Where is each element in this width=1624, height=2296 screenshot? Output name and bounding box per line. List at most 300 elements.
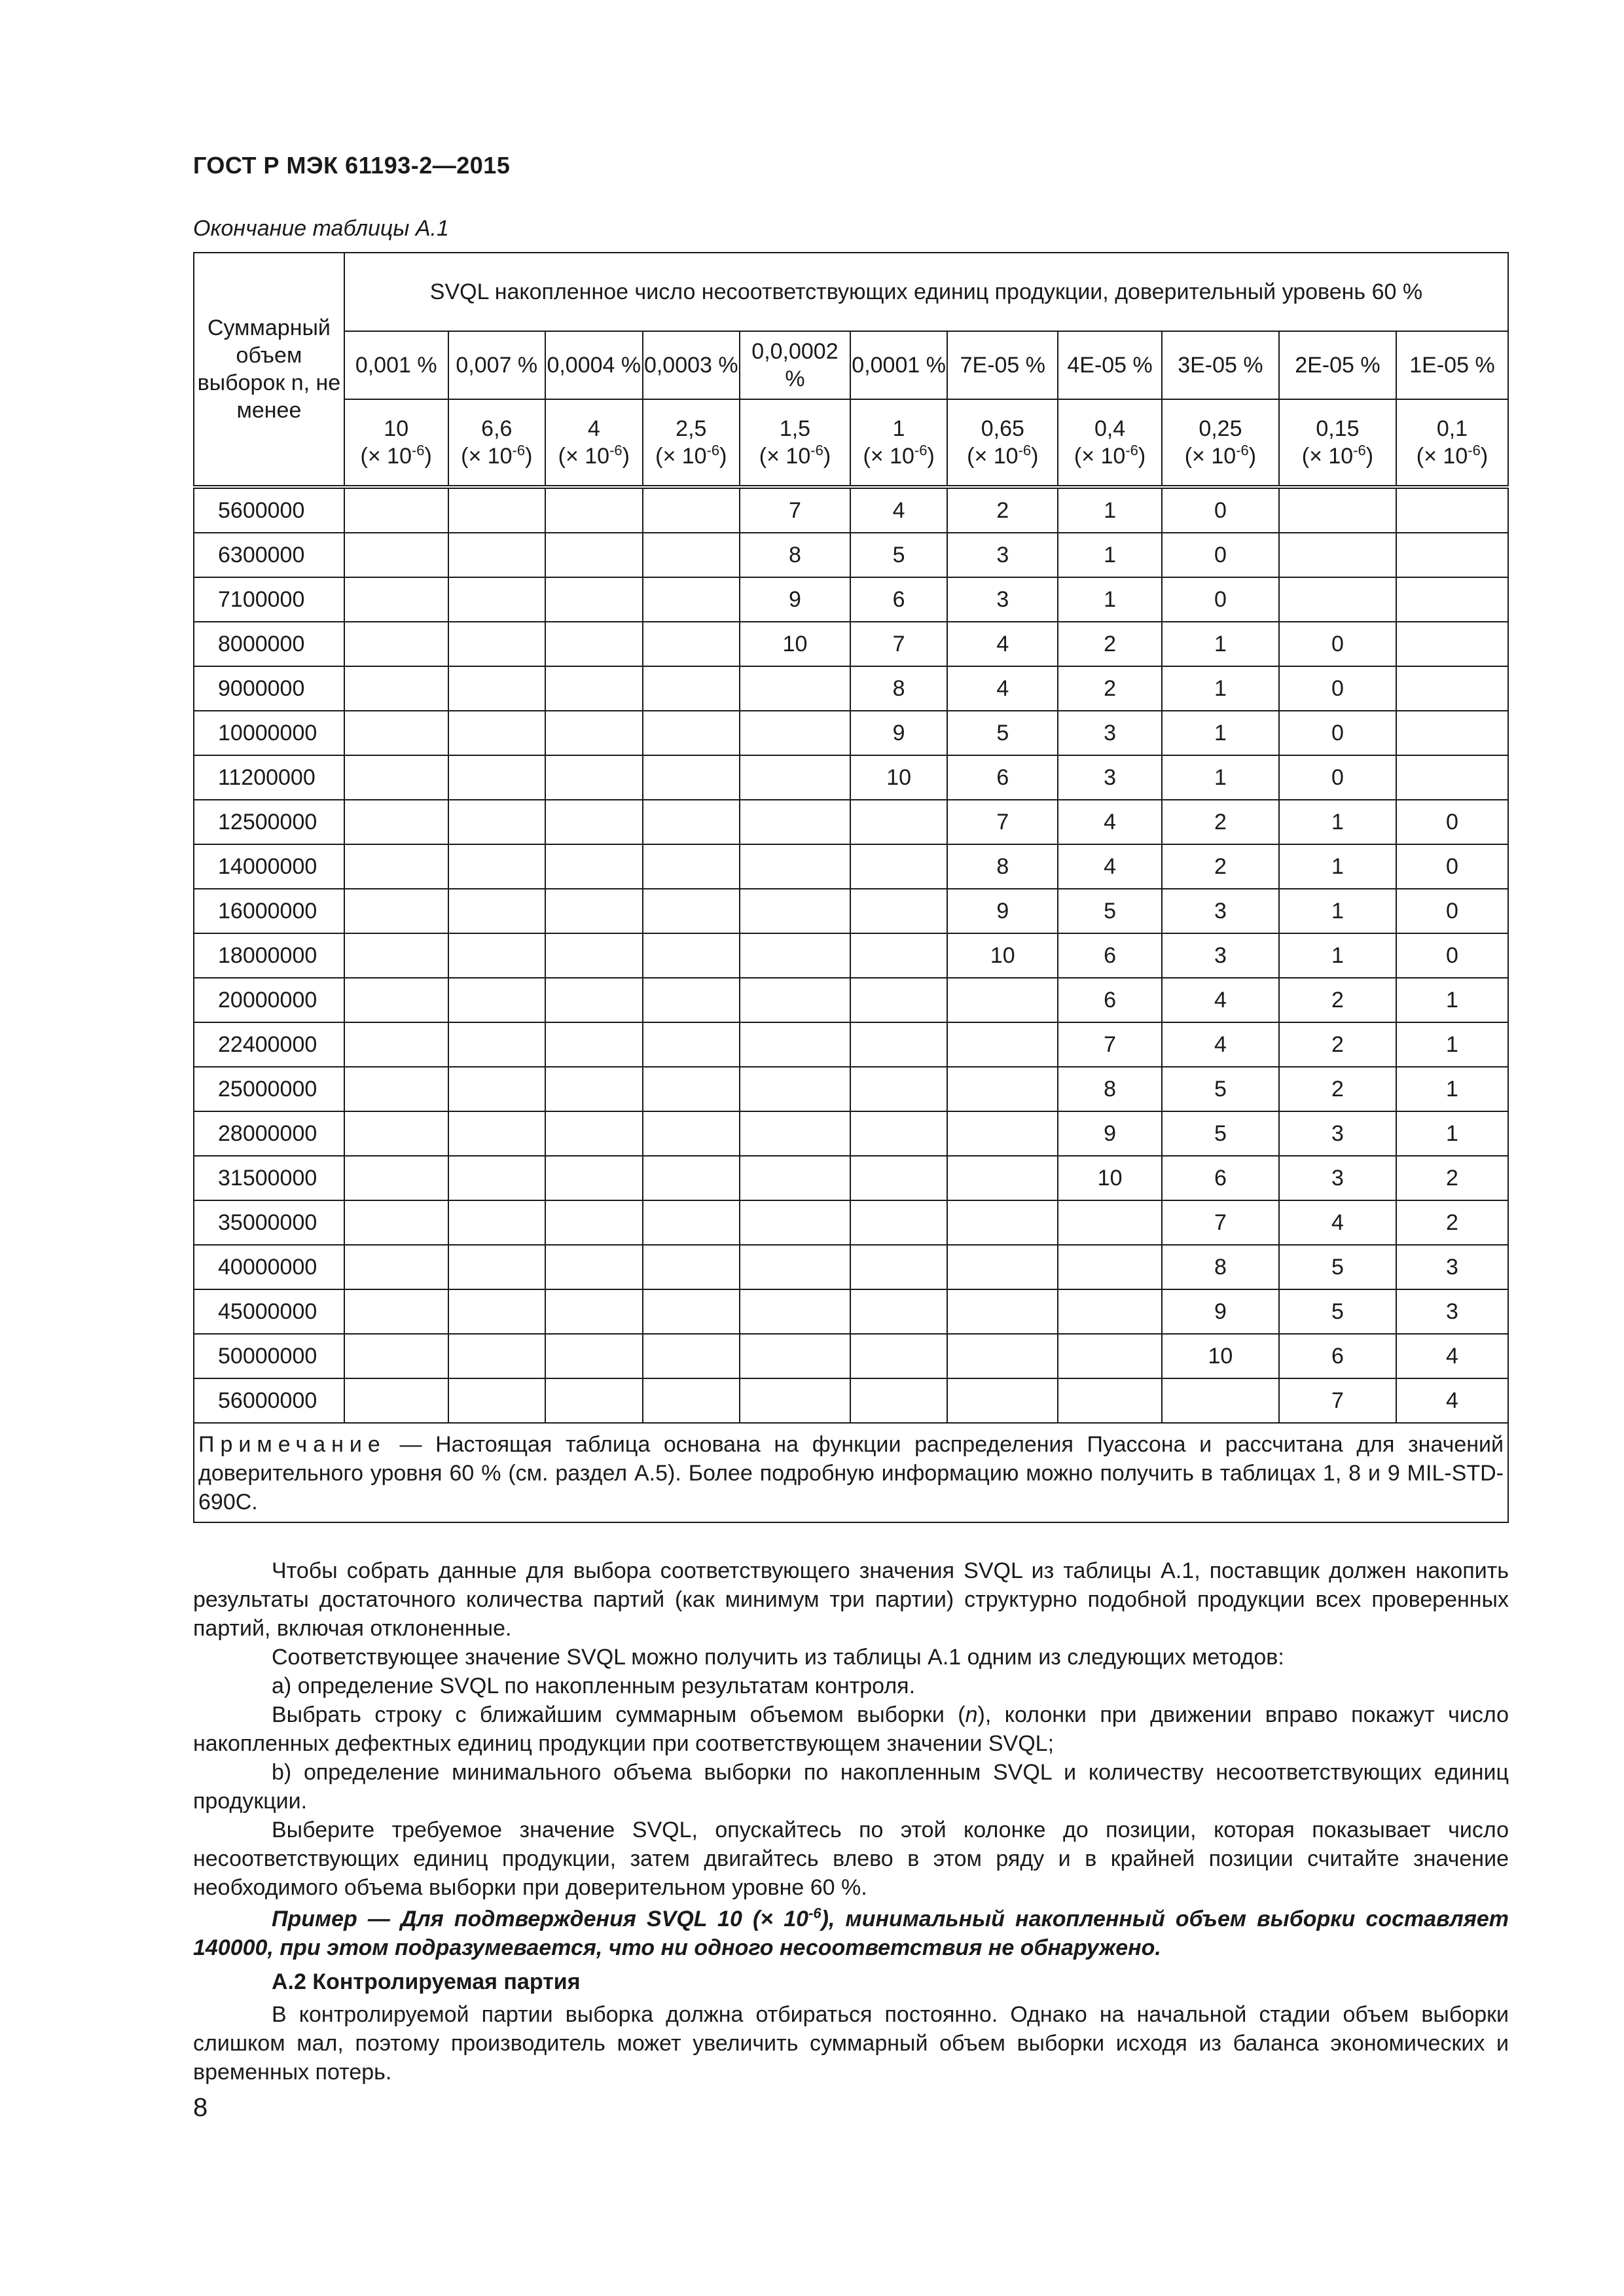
ppm-unit-exponent: -6 bbox=[1468, 442, 1481, 459]
count-cell bbox=[545, 889, 643, 933]
group-header-label: SVQL накопленное число несоответствующих единиц продукции, доверительный уровень 60 % bbox=[429, 279, 1423, 304]
table-row bbox=[194, 933, 1508, 978]
count-cell: 9 bbox=[740, 577, 850, 622]
count-cell bbox=[545, 622, 643, 666]
count-cell bbox=[545, 755, 643, 800]
sample-size-cell: 31500000 bbox=[194, 1156, 344, 1200]
count-cell bbox=[850, 1245, 948, 1289]
count-cell: 1 bbox=[1279, 800, 1396, 844]
count-cell bbox=[448, 1334, 546, 1378]
count-cell: 0 bbox=[1162, 533, 1279, 577]
count-cell bbox=[344, 1156, 448, 1200]
sample-size-cell: 12500000 bbox=[194, 800, 344, 844]
count-cell bbox=[1396, 577, 1508, 622]
count-cell bbox=[740, 1022, 850, 1067]
ppm-value: 0,15 bbox=[1316, 416, 1360, 441]
count-cell bbox=[850, 1378, 948, 1423]
sample-size-cell: 7100000 bbox=[194, 577, 344, 622]
ppm-unit-prefix: (× 10 bbox=[863, 444, 914, 469]
ppm-unit-suffix: ) bbox=[622, 444, 630, 469]
count-cell bbox=[643, 933, 740, 978]
table-row bbox=[194, 622, 1508, 666]
sample-size-cell: 40000000 bbox=[194, 1245, 344, 1289]
count-cell: 0 bbox=[1279, 622, 1396, 666]
count-cell bbox=[850, 1334, 948, 1378]
col-header-percent bbox=[740, 331, 850, 399]
col-header-ppm bbox=[740, 399, 850, 487]
row-header-label: Суммарный объем выборок n, не менее bbox=[197, 315, 341, 423]
ppm-unit-prefix: (× 10 bbox=[1184, 444, 1236, 469]
count-cell bbox=[545, 978, 643, 1022]
paragraph: Чтобы собрать данные для выбора соответствующего значения SVQL из таблицы А.1, поставщик должен накопить результаты достаточного количества партий (как минимум три партии) структурно подобной продукции всех проверенных партий, включая отклоненные. bbox=[193, 1558, 1509, 1641]
count-cell: 2 bbox=[1279, 1067, 1396, 1111]
ppm-unit-suffix: ) bbox=[719, 444, 727, 469]
count-cell bbox=[643, 1111, 740, 1156]
count-cell: 0 bbox=[1396, 889, 1508, 933]
ppm-unit-suffix: ) bbox=[927, 444, 935, 469]
col-header-percent bbox=[1058, 331, 1162, 399]
paragraph: b) определение минимального объема выборки по накопленным SVQL и количеству несоответствующих единиц продукции. bbox=[193, 1760, 1509, 1814]
count-cell bbox=[643, 1378, 740, 1423]
count-cell bbox=[740, 933, 850, 978]
count-cell bbox=[344, 889, 448, 933]
count-cell bbox=[448, 978, 546, 1022]
count-cell: 3 bbox=[1396, 1289, 1508, 1334]
col-header-ppm bbox=[545, 399, 643, 487]
row-header-cell bbox=[194, 253, 344, 487]
count-cell: 1 bbox=[1058, 487, 1162, 533]
count-cell bbox=[947, 1245, 1058, 1289]
ppm-unit-exponent: -6 bbox=[914, 442, 928, 459]
paragraph: а) определение SVQL по накопленным результатам контроля. bbox=[272, 1674, 916, 1698]
count-cell bbox=[545, 1022, 643, 1067]
section-heading: А.2 Контролируемая партия bbox=[272, 1969, 581, 1994]
count-cell: 3 bbox=[947, 577, 1058, 622]
count-cell: 9 bbox=[850, 711, 948, 755]
table-row bbox=[194, 1378, 1508, 1423]
count-cell: 4 bbox=[850, 487, 948, 533]
count-cell bbox=[448, 844, 546, 889]
sample-size-cell: 10000000 bbox=[194, 711, 344, 755]
count-cell: 8 bbox=[1058, 1067, 1162, 1111]
count-cell: 10 bbox=[1058, 1156, 1162, 1200]
count-cell: 1 bbox=[1058, 533, 1162, 577]
col-header-percent bbox=[643, 331, 740, 399]
count-cell: 2 bbox=[947, 487, 1058, 533]
count-cell: 10 bbox=[850, 755, 948, 800]
count-cell bbox=[448, 1289, 546, 1334]
count-cell bbox=[344, 1289, 448, 1334]
table-row bbox=[194, 978, 1508, 1022]
count-cell bbox=[740, 755, 850, 800]
col-header-percent-label: 0,0001 % bbox=[852, 353, 946, 378]
ppm-value: 0,1 bbox=[1436, 416, 1468, 441]
count-cell bbox=[344, 933, 448, 978]
count-cell bbox=[1396, 666, 1508, 711]
count-cell bbox=[643, 844, 740, 889]
count-cell: 9 bbox=[1162, 1289, 1279, 1334]
count-cell: 5 bbox=[1279, 1245, 1396, 1289]
col-header-ppm bbox=[1058, 399, 1162, 487]
sample-size-cell: 28000000 bbox=[194, 1111, 344, 1156]
count-cell bbox=[344, 1067, 448, 1111]
count-cell bbox=[1058, 1334, 1162, 1378]
col-header-percent bbox=[850, 331, 948, 399]
count-cell: 1 bbox=[1162, 711, 1279, 755]
count-cell: 5 bbox=[1279, 1289, 1396, 1334]
text-run: Выбрать строку с ближайшим суммарным объемом выборки ( bbox=[272, 1702, 965, 1727]
col-header-ppm bbox=[1279, 399, 1396, 487]
count-cell: 3 bbox=[1058, 711, 1162, 755]
count-cell: 7 bbox=[1058, 1022, 1162, 1067]
col-header-percent-label: 1E-05 % bbox=[1409, 353, 1495, 378]
count-cell: 6 bbox=[1162, 1156, 1279, 1200]
count-cell: 1 bbox=[1162, 622, 1279, 666]
count-cell bbox=[947, 1200, 1058, 1245]
count-cell bbox=[643, 1289, 740, 1334]
count-cell: 6 bbox=[1058, 933, 1162, 978]
col-header-percent-label: 7E-05 % bbox=[960, 353, 1046, 378]
count-cell bbox=[545, 487, 643, 533]
table-row bbox=[194, 1067, 1508, 1111]
count-cell bbox=[947, 1334, 1058, 1378]
col-header-ppm bbox=[448, 399, 546, 487]
sample-size-cell: 8000000 bbox=[194, 622, 344, 666]
col-header-percent bbox=[545, 331, 643, 399]
ppm-unit-prefix: (× 10 bbox=[655, 444, 707, 469]
count-cell bbox=[344, 1334, 448, 1378]
example-paragraph bbox=[193, 1905, 1509, 1962]
count-cell bbox=[740, 889, 850, 933]
count-cell bbox=[344, 622, 448, 666]
count-cell bbox=[850, 978, 948, 1022]
count-cell: 2 bbox=[1396, 1156, 1508, 1200]
ppm-unit-suffix: ) bbox=[1031, 444, 1039, 469]
count-cell: 3 bbox=[1162, 889, 1279, 933]
count-cell bbox=[448, 533, 546, 577]
header-row-group bbox=[194, 253, 1508, 331]
count-cell bbox=[643, 978, 740, 1022]
col-header-percent-label: 0,0003 % bbox=[643, 353, 738, 378]
col-header-ppm bbox=[1162, 399, 1279, 487]
count-cell bbox=[344, 844, 448, 889]
table-row bbox=[194, 800, 1508, 844]
count-cell: 2 bbox=[1162, 844, 1279, 889]
ppm-unit-exponent: -6 bbox=[411, 442, 425, 459]
body-text bbox=[193, 1556, 1509, 2087]
count-cell: 8 bbox=[740, 533, 850, 577]
ppm-unit-exponent: -6 bbox=[1125, 442, 1138, 459]
count-cell: 9 bbox=[947, 889, 1058, 933]
count-cell bbox=[1396, 755, 1508, 800]
count-cell bbox=[1279, 577, 1396, 622]
col-header-percent-label: 0,0004 % bbox=[547, 353, 641, 378]
sample-size-cell: 35000000 bbox=[194, 1200, 344, 1245]
count-cell: 4 bbox=[1058, 800, 1162, 844]
count-cell bbox=[344, 577, 448, 622]
count-cell: 7 bbox=[850, 622, 948, 666]
text-run: ), колонки при движении вправо покажут число накопленных дефектных единиц продукции при соответствующем значении SVQL; bbox=[193, 1702, 1509, 1756]
count-cell: 0 bbox=[1162, 487, 1279, 533]
count-cell bbox=[740, 666, 850, 711]
ppm-value: 2,5 bbox=[676, 416, 707, 441]
ppm-value: 4 bbox=[587, 416, 600, 441]
count-cell: 2 bbox=[1162, 800, 1279, 844]
count-cell bbox=[947, 1022, 1058, 1067]
count-cell bbox=[643, 533, 740, 577]
col-header-ppm bbox=[947, 399, 1058, 487]
count-cell bbox=[947, 1289, 1058, 1334]
ppm-value: 1 bbox=[892, 416, 905, 441]
count-cell bbox=[448, 711, 546, 755]
count-cell bbox=[1162, 1378, 1279, 1423]
ppm-unit-exponent: -6 bbox=[1236, 442, 1249, 459]
count-cell bbox=[850, 1200, 948, 1245]
count-cell bbox=[545, 1334, 643, 1378]
count-cell: 0 bbox=[1396, 844, 1508, 889]
count-cell: 4 bbox=[1279, 1200, 1396, 1245]
count-cell bbox=[545, 1156, 643, 1200]
count-cell bbox=[740, 1200, 850, 1245]
count-cell: 8 bbox=[1162, 1245, 1279, 1289]
ppm-unit-suffix: ) bbox=[1138, 444, 1146, 469]
count-cell: 5 bbox=[1162, 1067, 1279, 1111]
sample-size-cell: 14000000 bbox=[194, 844, 344, 889]
count-cell bbox=[344, 711, 448, 755]
ppm-value: 0,25 bbox=[1199, 416, 1242, 441]
count-cell: 6 bbox=[850, 577, 948, 622]
group-header-cell bbox=[344, 253, 1508, 331]
col-header-percent bbox=[448, 331, 546, 399]
count-cell bbox=[1058, 1200, 1162, 1245]
count-cell bbox=[448, 577, 546, 622]
ppm-value: 0,4 bbox=[1094, 416, 1126, 441]
count-cell: 0 bbox=[1162, 577, 1279, 622]
count-cell: 3 bbox=[947, 533, 1058, 577]
count-cell bbox=[643, 889, 740, 933]
count-cell: 0 bbox=[1396, 800, 1508, 844]
count-cell bbox=[1279, 487, 1396, 533]
count-cell bbox=[643, 1156, 740, 1200]
table-row bbox=[194, 577, 1508, 622]
ppm-unit-prefix: (× 10 bbox=[1074, 444, 1126, 469]
count-cell: 0 bbox=[1279, 666, 1396, 711]
note-text: — Настоящая таблица основана на функции распределения Пуассона и рассчитана для значений доверительного уровня 60 % (см. раздел А.5). Более подробную информацию можно получить в таблицах 1, 8 и 9 MIL-STD-690C. bbox=[198, 1432, 1504, 1515]
count-cell bbox=[545, 1245, 643, 1289]
count-cell bbox=[344, 487, 448, 533]
count-cell: 4 bbox=[1058, 844, 1162, 889]
count-cell bbox=[545, 1200, 643, 1245]
standard-code-header: ГОСТ Р МЭК 61193-2—2015 bbox=[193, 152, 511, 179]
count-cell bbox=[643, 622, 740, 666]
count-cell bbox=[1396, 622, 1508, 666]
count-cell bbox=[448, 1111, 546, 1156]
count-cell: 4 bbox=[947, 622, 1058, 666]
col-header-ppm bbox=[344, 399, 448, 487]
ppm-value: 6,6 bbox=[481, 416, 513, 441]
count-cell bbox=[643, 755, 740, 800]
count-cell bbox=[850, 1067, 948, 1111]
col-header-percent bbox=[344, 331, 448, 399]
count-cell bbox=[1396, 487, 1508, 533]
count-cell bbox=[545, 1067, 643, 1111]
count-cell bbox=[740, 978, 850, 1022]
count-cell bbox=[850, 889, 948, 933]
sample-size-cell: 56000000 bbox=[194, 1378, 344, 1423]
table-row bbox=[194, 889, 1508, 933]
count-cell bbox=[545, 666, 643, 711]
count-cell bbox=[740, 844, 850, 889]
header-row-ppm bbox=[194, 399, 1508, 487]
table-row bbox=[194, 844, 1508, 889]
ppm-unit-suffix: ) bbox=[1365, 444, 1374, 469]
count-cell: 5 bbox=[1058, 889, 1162, 933]
count-cell: 3 bbox=[1279, 1111, 1396, 1156]
ppm-unit-prefix: (× 10 bbox=[360, 444, 412, 469]
count-cell bbox=[643, 1022, 740, 1067]
count-cell bbox=[947, 978, 1058, 1022]
svql-table bbox=[193, 252, 1509, 1523]
count-cell bbox=[1396, 533, 1508, 577]
count-cell bbox=[545, 800, 643, 844]
count-cell bbox=[448, 1156, 546, 1200]
ppm-unit-suffix: ) bbox=[1248, 444, 1257, 469]
count-cell bbox=[740, 1067, 850, 1111]
count-cell bbox=[448, 755, 546, 800]
count-cell bbox=[947, 1111, 1058, 1156]
sample-size-cell: 6300000 bbox=[194, 533, 344, 577]
count-cell bbox=[545, 577, 643, 622]
count-cell bbox=[740, 1378, 850, 1423]
count-cell bbox=[448, 1200, 546, 1245]
ppm-unit-prefix: (× 10 bbox=[759, 444, 811, 469]
count-cell bbox=[740, 1156, 850, 1200]
table-row bbox=[194, 755, 1508, 800]
count-cell bbox=[448, 666, 546, 711]
count-cell bbox=[850, 933, 948, 978]
text-run: Пример — Для подтверждения SVQL 10 (× 10 bbox=[272, 1907, 809, 1931]
ppm-unit-prefix: (× 10 bbox=[967, 444, 1019, 469]
count-cell bbox=[1058, 1289, 1162, 1334]
count-cell: 5 bbox=[1162, 1111, 1279, 1156]
col-header-percent-label: 0,001 % bbox=[355, 353, 437, 378]
count-cell bbox=[344, 533, 448, 577]
col-header-percent bbox=[1162, 331, 1279, 399]
sample-size-cell: 25000000 bbox=[194, 1067, 344, 1111]
count-cell bbox=[947, 1156, 1058, 1200]
table-row bbox=[194, 711, 1508, 755]
table-row bbox=[194, 1334, 1508, 1378]
page-number: 8 bbox=[193, 2093, 208, 2122]
count-cell bbox=[850, 844, 948, 889]
table-head bbox=[194, 253, 1508, 487]
count-cell: 8 bbox=[850, 666, 948, 711]
count-cell: 6 bbox=[947, 755, 1058, 800]
count-cell bbox=[545, 844, 643, 889]
count-cell bbox=[344, 1200, 448, 1245]
count-cell: 2 bbox=[1058, 666, 1162, 711]
count-cell bbox=[1058, 1245, 1162, 1289]
count-cell: 4 bbox=[1162, 1022, 1279, 1067]
count-cell: 3 bbox=[1279, 1156, 1396, 1200]
count-cell: 1 bbox=[1279, 933, 1396, 978]
count-cell bbox=[448, 1067, 546, 1111]
count-cell bbox=[344, 755, 448, 800]
count-cell: 10 bbox=[947, 933, 1058, 978]
table-row bbox=[194, 1156, 1508, 1200]
count-cell: 6 bbox=[1279, 1334, 1396, 1378]
note-row bbox=[194, 1423, 1508, 1522]
count-cell bbox=[850, 1111, 948, 1156]
col-header-percent-label: 4E-05 % bbox=[1067, 353, 1153, 378]
text-run: ), минимальный накопленный объем выборки составляет 140000, при этом подразумевается, что ни одного несоответствия не обнаружено. bbox=[193, 1907, 1509, 1960]
count-cell: 0 bbox=[1279, 711, 1396, 755]
count-cell bbox=[545, 933, 643, 978]
count-cell bbox=[545, 1111, 643, 1156]
count-cell bbox=[740, 1334, 850, 1378]
table-body bbox=[194, 487, 1508, 1423]
col-header-ppm bbox=[643, 399, 740, 487]
col-header-percent-label: 3E-05 % bbox=[1178, 353, 1263, 378]
ppm-value: 1,5 bbox=[779, 416, 811, 441]
count-cell: 1 bbox=[1279, 844, 1396, 889]
ppm-unit-exponent: -6 bbox=[512, 442, 526, 459]
count-cell bbox=[740, 1289, 850, 1334]
col-header-percent bbox=[947, 331, 1058, 399]
count-cell bbox=[740, 1111, 850, 1156]
count-cell bbox=[1058, 1378, 1162, 1423]
sample-size-cell: 45000000 bbox=[194, 1289, 344, 1334]
count-cell bbox=[740, 711, 850, 755]
count-cell: 0 bbox=[1279, 755, 1396, 800]
count-cell: 9 bbox=[1058, 1111, 1162, 1156]
ppm-value: 0,65 bbox=[981, 416, 1024, 441]
header-row-percent bbox=[194, 331, 1508, 399]
count-cell bbox=[344, 1111, 448, 1156]
table-row bbox=[194, 1289, 1508, 1334]
ppm-unit-prefix: (× 10 bbox=[1416, 444, 1468, 469]
count-cell bbox=[448, 622, 546, 666]
count-cell bbox=[740, 1245, 850, 1289]
ppm-unit-prefix: (× 10 bbox=[1301, 444, 1354, 469]
count-cell: 1 bbox=[1396, 1067, 1508, 1111]
col-header-percent-label: 0,007 % bbox=[456, 353, 538, 378]
table-row bbox=[194, 487, 1508, 533]
sample-size-cell: 5600000 bbox=[194, 487, 344, 533]
ppm-unit-suffix: ) bbox=[1480, 444, 1489, 469]
count-cell bbox=[448, 889, 546, 933]
table-row bbox=[194, 1245, 1508, 1289]
count-cell: 1 bbox=[1396, 1022, 1508, 1067]
count-cell bbox=[850, 1289, 948, 1334]
count-cell bbox=[448, 933, 546, 978]
ppm-value: 10 bbox=[384, 416, 409, 441]
count-cell: 1 bbox=[1279, 889, 1396, 933]
count-cell bbox=[643, 711, 740, 755]
ppm-unit-suffix: ) bbox=[424, 444, 432, 469]
ppm-unit-exponent: -6 bbox=[1353, 442, 1366, 459]
count-cell bbox=[1279, 533, 1396, 577]
col-header-percent-label: 2E-05 % bbox=[1295, 353, 1380, 378]
ppm-unit-suffix: ) bbox=[525, 444, 533, 469]
count-cell: 4 bbox=[1162, 978, 1279, 1022]
count-cell: 4 bbox=[1396, 1334, 1508, 1378]
col-header-percent-label: 0,0,0002 % bbox=[751, 339, 839, 391]
ppm-unit-exponent: -6 bbox=[609, 442, 623, 459]
count-cell bbox=[643, 1245, 740, 1289]
exponent: -6 bbox=[808, 1905, 821, 1922]
count-cell bbox=[545, 533, 643, 577]
